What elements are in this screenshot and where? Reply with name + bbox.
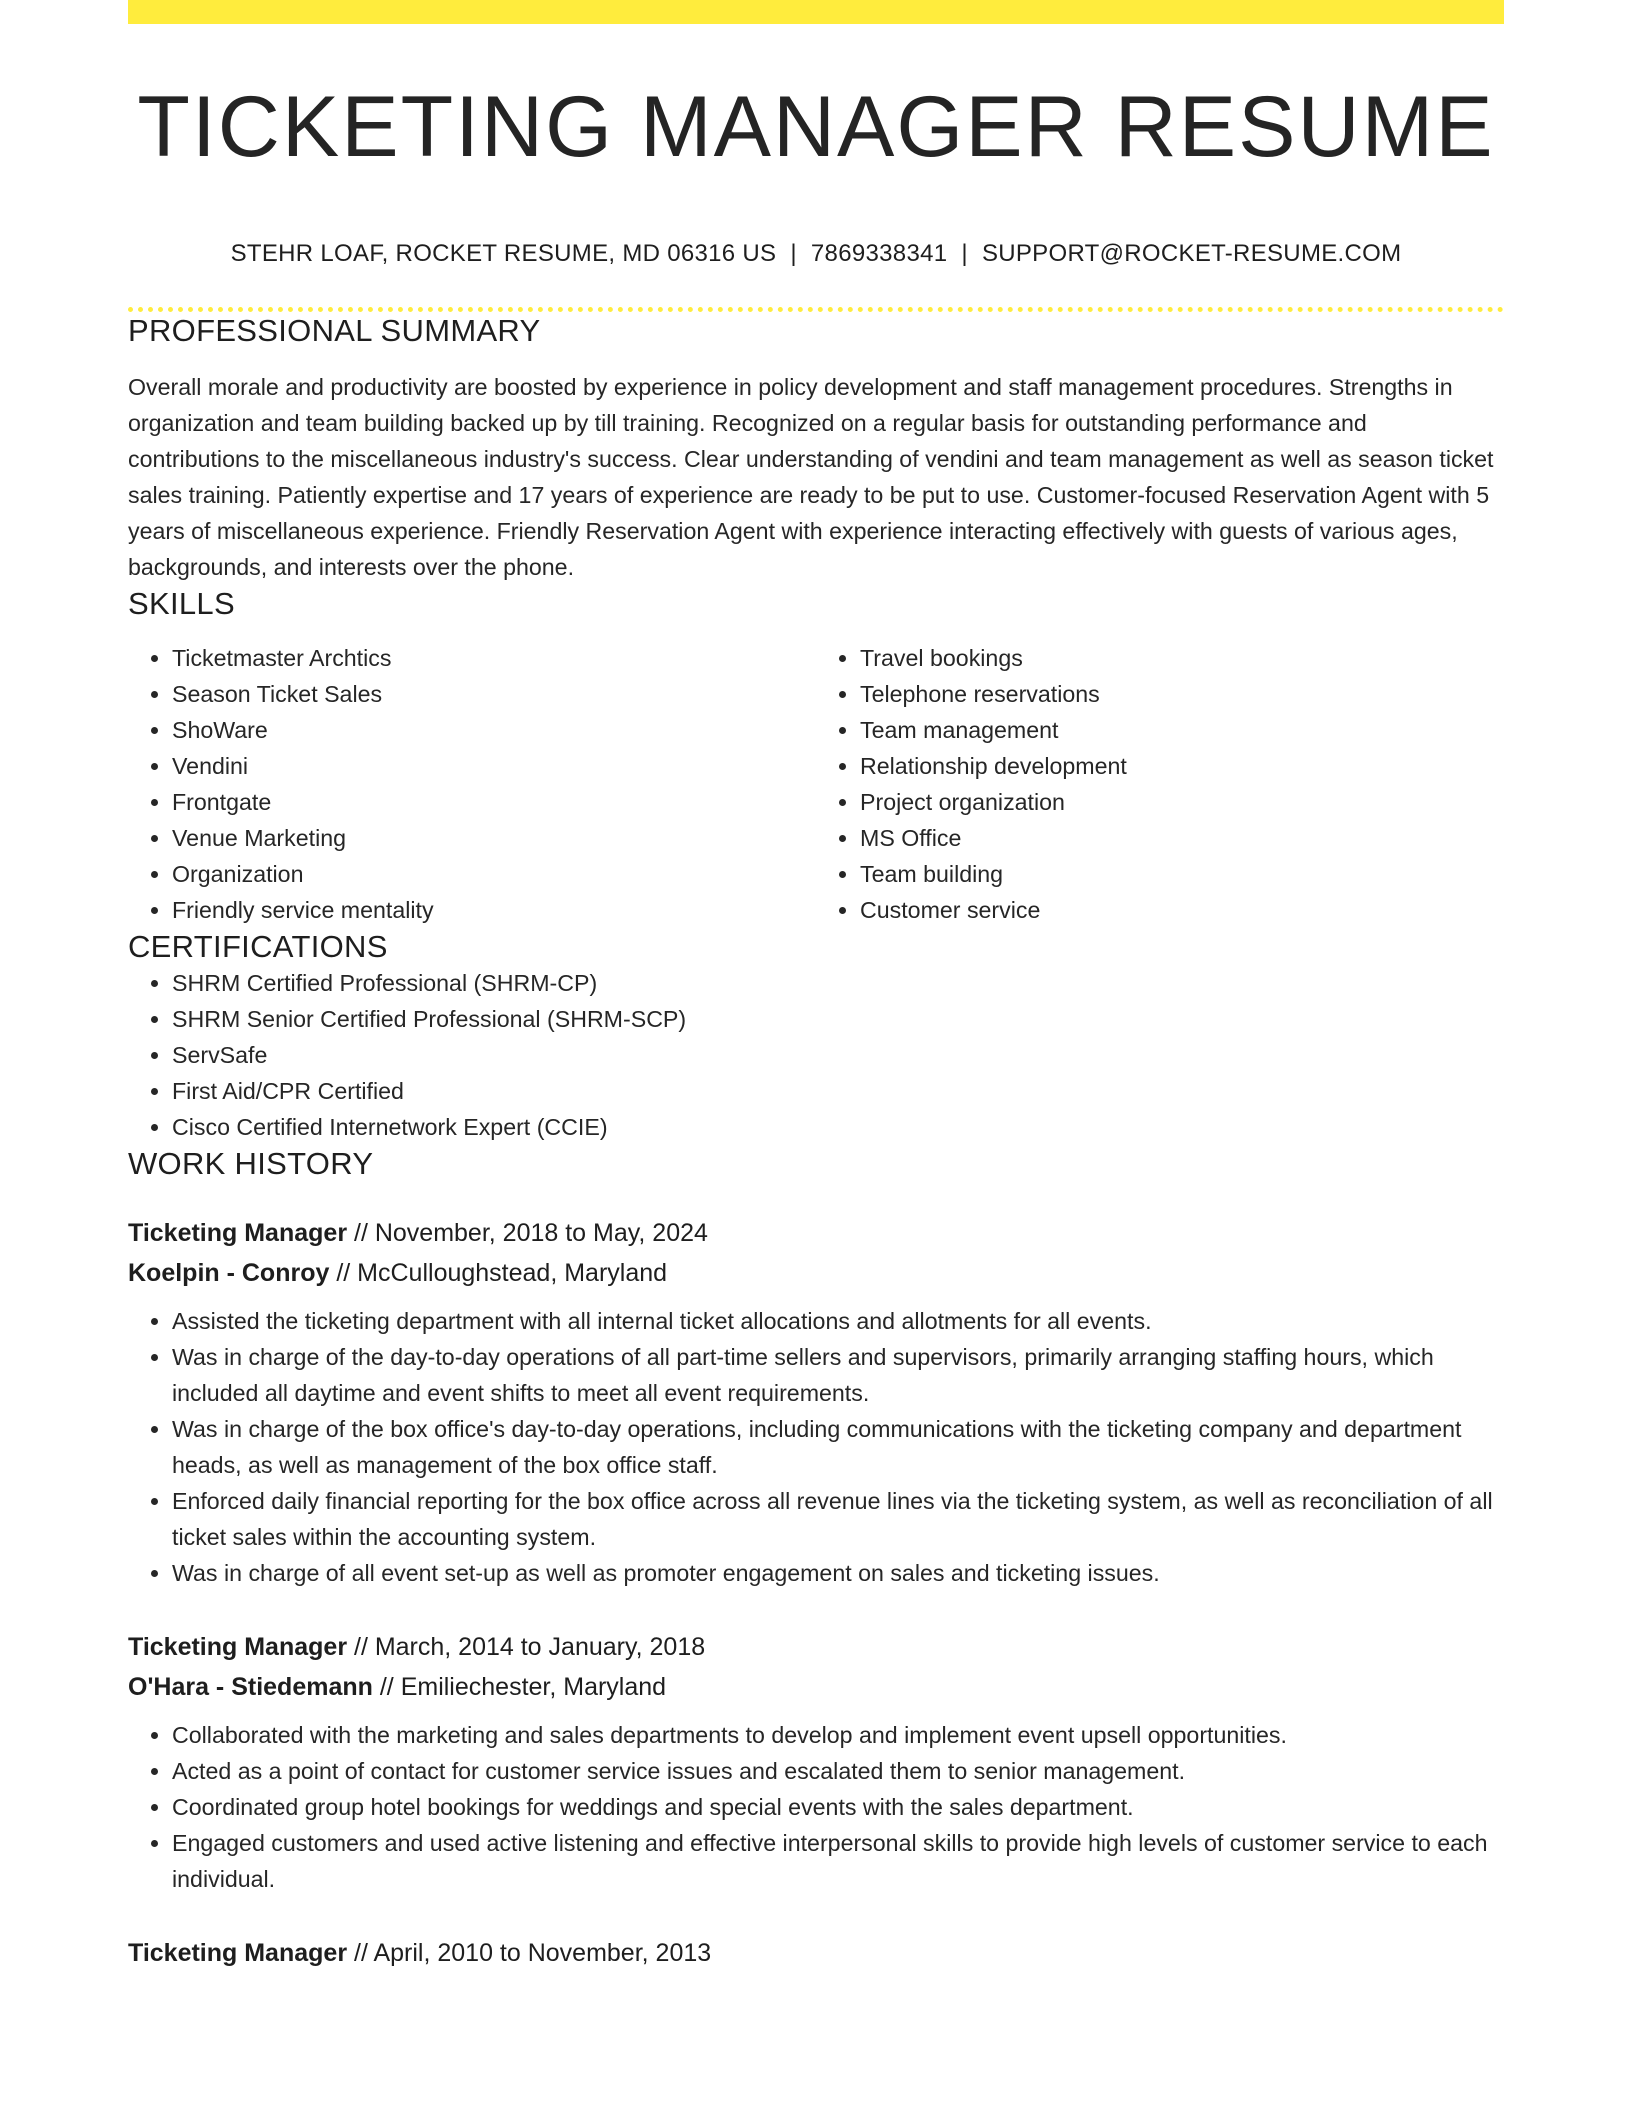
job-dates: // April, 2010 to November, 2013 — [347, 1938, 712, 1967]
list-item: • Organization — [172, 856, 816, 892]
job-duties-list — [128, 1303, 1504, 1591]
skills-list-right — [816, 640, 1504, 928]
list-item: • Project organization — [860, 784, 1504, 820]
job-entry — [128, 1213, 1504, 1591]
job-company-line — [128, 1253, 1504, 1293]
list-item: • Acted as a point of contact for customer service issues and escalated them to senior management. — [172, 1753, 1504, 1789]
list-item: • Was in charge of all event set-up as well as promoter engagement on sales and ticketing issues. — [172, 1555, 1504, 1591]
list-item: • Vendini — [172, 748, 816, 784]
job-title-line — [128, 1933, 1504, 1973]
certifications-list — [128, 965, 1504, 1145]
job-title: Ticketing Manager — [128, 1938, 348, 1967]
email: SUPPORT@ROCKET-RESUME.COM — [981, 240, 1402, 267]
job-title-line — [128, 1213, 1504, 1253]
list-item: • MS Office — [860, 820, 1504, 856]
job-dates: // March, 2014 to January, 2018 — [347, 1632, 706, 1661]
company-name: Koelpin - Conroy — [128, 1258, 330, 1287]
resume-page — [128, 0, 1504, 1973]
list-item: • Team building — [860, 856, 1504, 892]
job-location: // Emiliechester, Maryland — [372, 1672, 667, 1701]
top-accent-bar — [128, 0, 1504, 24]
job-title-line — [128, 1627, 1504, 1667]
list-item: • Travel bookings — [860, 640, 1504, 676]
list-item: • ServSafe — [172, 1037, 1504, 1073]
list-item: • SHRM Certified Professional (SHRM-CP) — [172, 965, 1504, 1001]
list-item: • Assisted the ticketing department with all internal ticket allocations and allotments for all events. — [172, 1303, 1504, 1339]
list-item: • First Aid/CPR Certified — [172, 1073, 1504, 1109]
list-item: • Relationship development — [860, 748, 1504, 784]
resume-title: TICKETING MANAGER RESUME — [137, 79, 1495, 175]
list-item: • Was in charge of the box office's day-to-day operations, including communications with the ticketing company and department heads, as well as management of the box office staff. — [172, 1411, 1504, 1483]
skills-list-left — [128, 640, 816, 928]
list-item: • Enforced daily financial reporting for the box office across all revenue lines via the ticketing system, as well as reconciliation of all ticket sales within the accounting system. — [172, 1483, 1504, 1555]
list-item: • Was in charge of the day-to-day operations of all part-time sellers and supervisors, primarily arranging staffing hours, which included all daytime and event shifts to meet all event requirements. — [172, 1339, 1504, 1411]
job-title: Ticketing Manager — [128, 1632, 348, 1661]
list-item: • Customer service — [860, 892, 1504, 928]
list-item: • Frontgate — [172, 784, 816, 820]
separator: | — [790, 240, 797, 267]
list-item: • Engaged customers and used active listening and effective interpersonal skills to provide high levels of customer service to each individual. — [172, 1825, 1504, 1897]
job-entry — [128, 1627, 1504, 1897]
job-duties-list — [128, 1717, 1504, 1897]
job-entry — [128, 1933, 1504, 1973]
list-item: • Coordinated group hotel bookings for weddings and special events with the sales department. — [172, 1789, 1504, 1825]
skills-heading: SKILLS — [128, 585, 235, 621]
work-history-heading: WORK HISTORY — [128, 1146, 374, 1182]
list-item: • Ticketmaster Archtics — [172, 640, 816, 676]
summary-heading: PROFESSIONAL SUMMARY — [128, 312, 541, 348]
address: STEHR LOAF, ROCKET RESUME, MD 06316 US — [230, 240, 777, 267]
certifications-heading: CERTIFICATIONS — [128, 929, 388, 965]
summary-text: Overall morale and productivity are boosted by experience in policy development and staff management procedures. Strengths in organization and team building backed up by till training. Recognized on a regular basis for outstanding performance and contributions to the miscellaneous industry's success. Clear understanding of vendini and team management as well as season ticket sales training. Patiently expertise and 17 years of experience are ready to be put to use. Customer-focused Reservation Agent with 5 years of miscellaneous experience. Friendly Reservation Agent with experience interacting effectively with guests of various ages, backgrounds, and interests over the phone. — [128, 373, 1494, 580]
list-item: • Cisco Certified Internetwork Expert (CCIE) — [172, 1109, 1504, 1145]
list-item: • Friendly service mentality — [172, 892, 816, 928]
company-name: O'Hara - Stiedemann — [128, 1672, 373, 1701]
job-location: // McCulloughstead, Maryland — [329, 1258, 668, 1287]
skills-columns — [128, 640, 1504, 928]
separator: | — [961, 240, 968, 267]
job-company-line — [128, 1667, 1504, 1707]
list-item: • Telephone reservations — [860, 676, 1504, 712]
list-item: • Venue Marketing — [172, 820, 816, 856]
job-title: Ticketing Manager — [128, 1218, 348, 1247]
phone: 7869338341 — [810, 240, 948, 267]
contact-line — [128, 240, 1504, 269]
list-item: • Season Ticket Sales — [172, 676, 816, 712]
list-item: • Team management — [860, 712, 1504, 748]
list-item: • SHRM Senior Certified Professional (SHRM-SCP) — [172, 1001, 1504, 1037]
job-dates: // November, 2018 to May, 2024 — [347, 1218, 708, 1247]
list-item: • ShoWare — [172, 712, 816, 748]
list-item: • Collaborated with the marketing and sales departments to develop and implement event upsell opportunities. — [172, 1717, 1504, 1753]
